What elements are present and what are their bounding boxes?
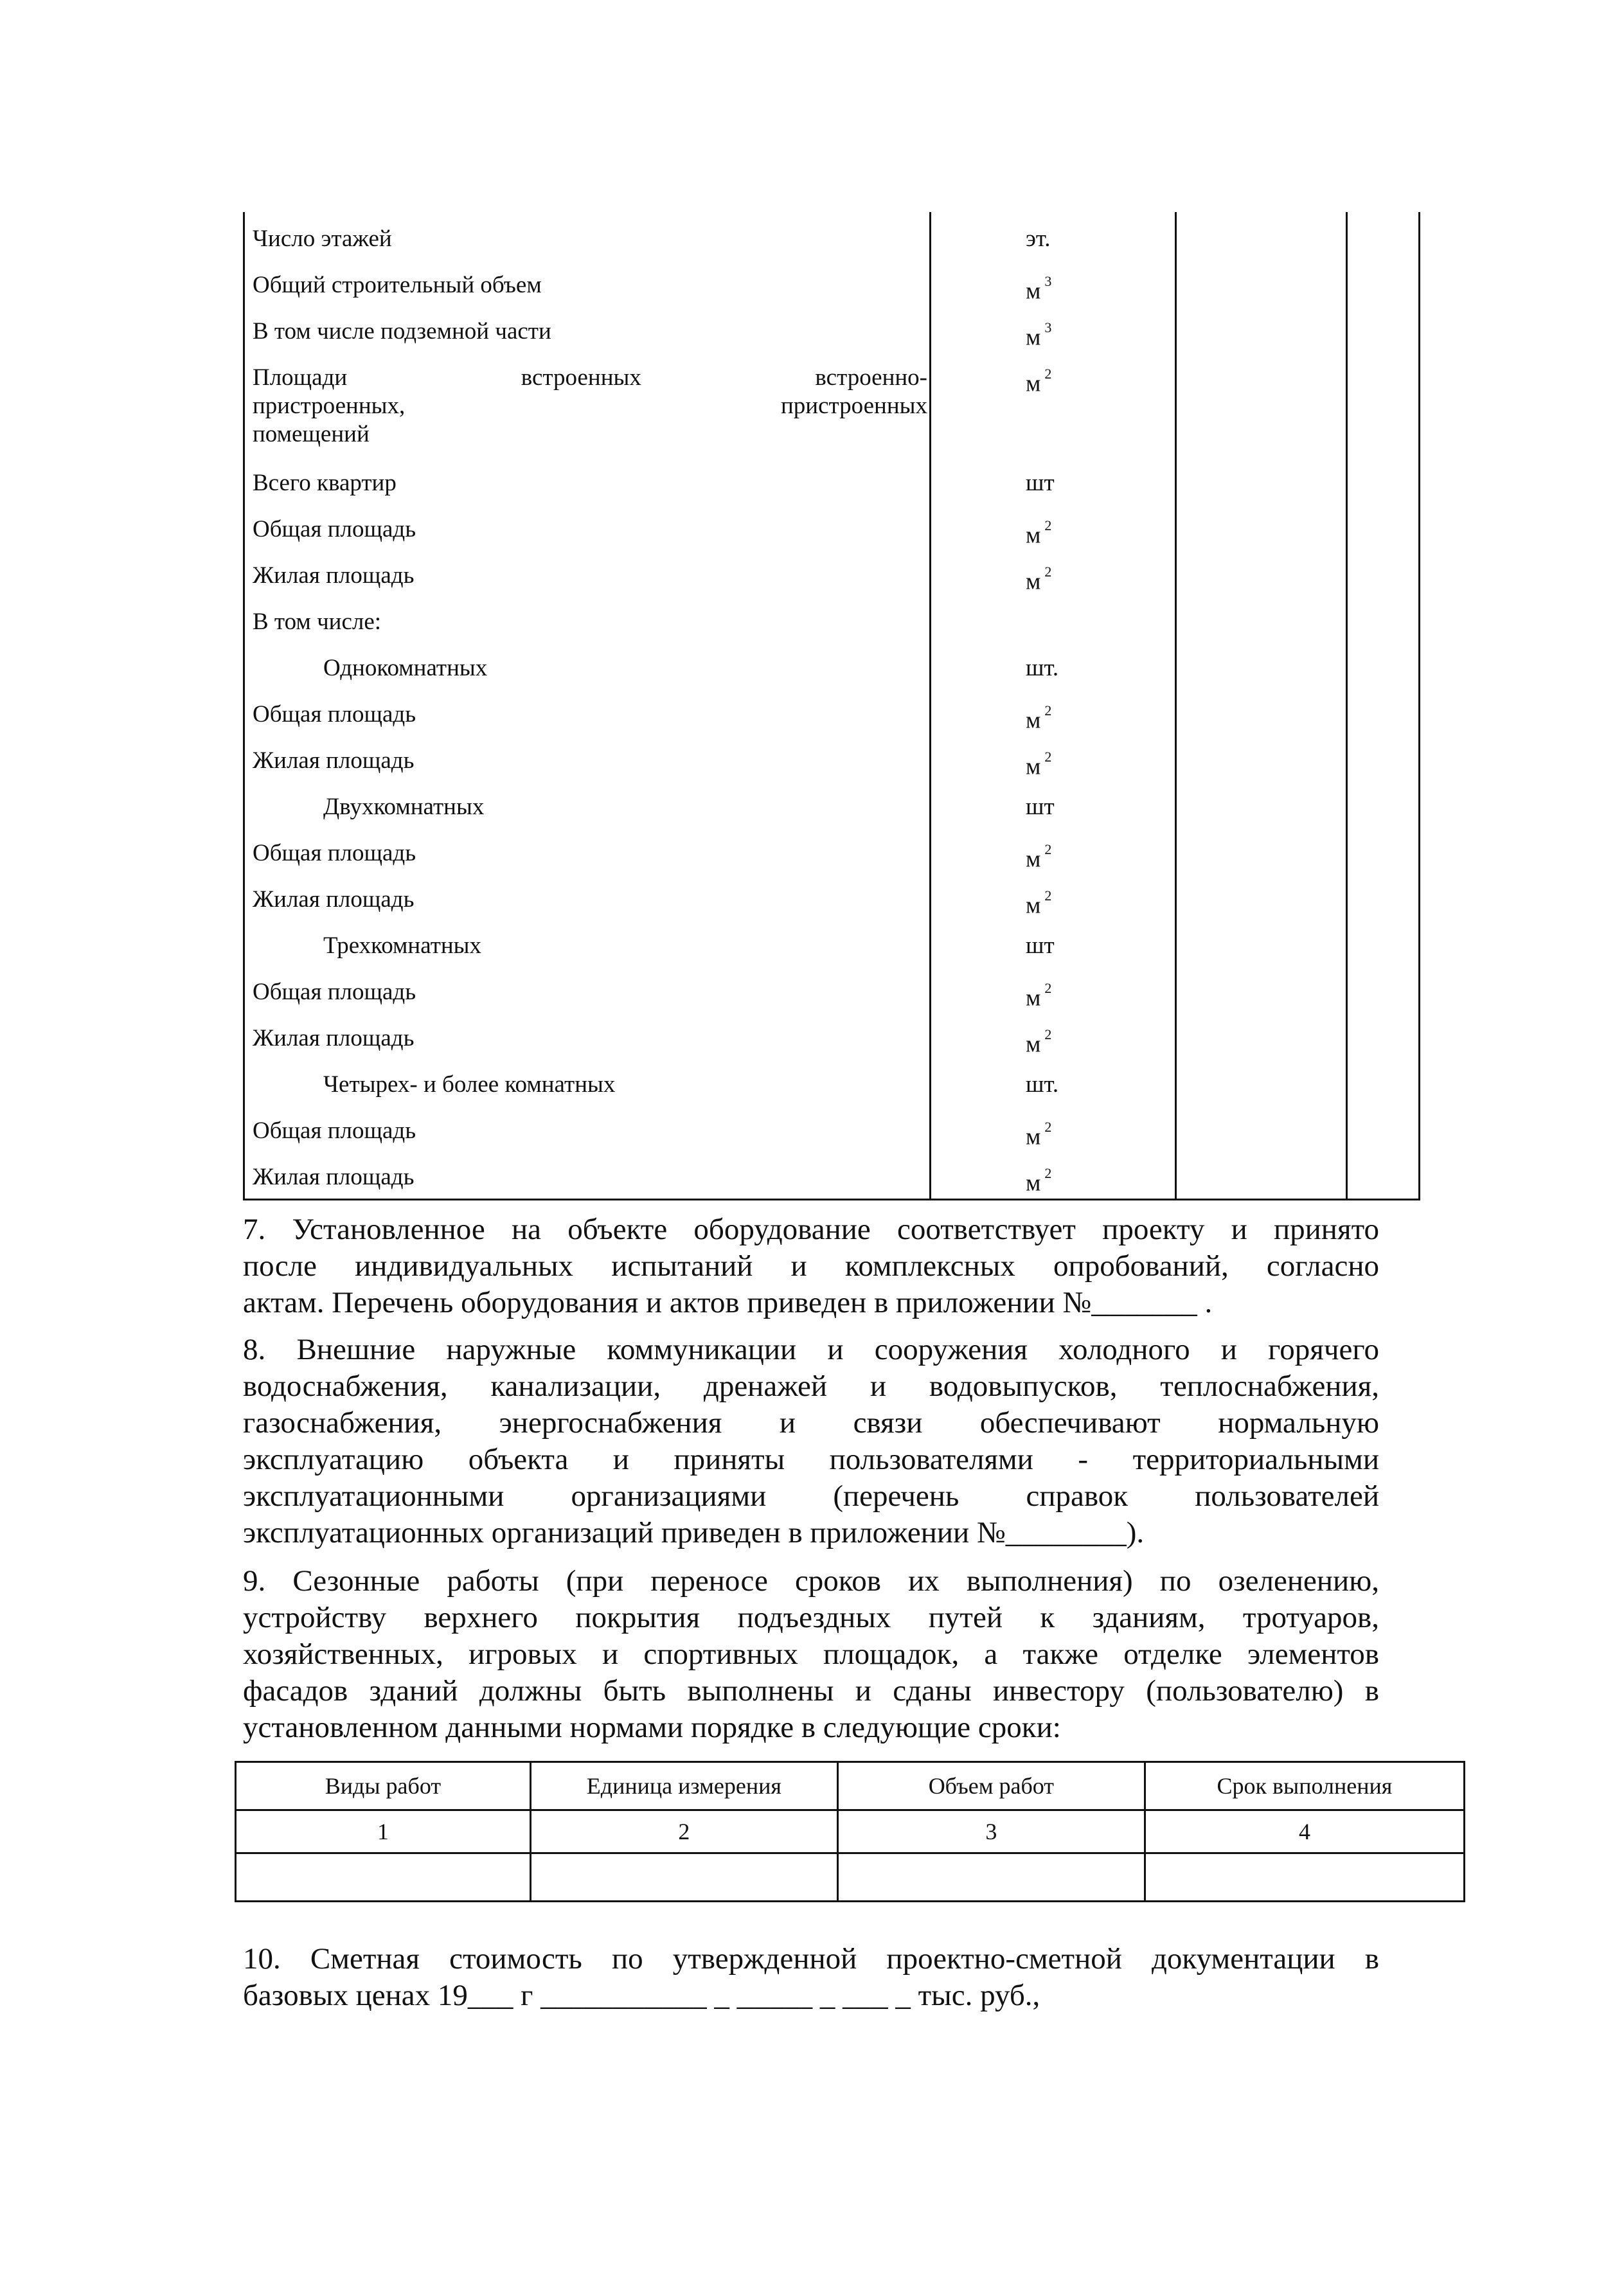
- indicator-unit: м $^3$: [1026, 319, 1052, 351]
- indicator-unit: м $^2$: [1026, 841, 1052, 873]
- indicator-label: Общая площадь: [253, 979, 416, 1005]
- paragraph-line: эксплуатацию объекта и приняты пользователями - территориальными: [243, 1443, 1379, 1476]
- indicator-label: Общая площадь: [253, 516, 416, 542]
- indicator-unit: м $^3$: [1026, 273, 1052, 305]
- indicator-unit: м $^2$: [1026, 888, 1052, 919]
- indicator-label: Всего квартир: [253, 470, 397, 496]
- indicator-unit: шт.: [1026, 1071, 1059, 1098]
- table-number-row: [236, 1810, 1465, 1853]
- indicator-unit: шт.: [1026, 655, 1059, 681]
- paragraph-line: 7. Установленное на объекте оборудование соответствует проекту и принято: [243, 1213, 1379, 1246]
- indicator-label: Четырех- и более комнатных: [323, 1071, 616, 1098]
- empty-cell: [837, 1853, 1145, 1902]
- empty-cell: [236, 1853, 531, 1902]
- indicator-unit: шт: [1026, 932, 1055, 959]
- indicator-unit: шт: [1026, 470, 1055, 496]
- indicator-unit: эт.: [1026, 226, 1051, 252]
- paragraph-7: [243, 1211, 1379, 1321]
- table-border-bottom: [243, 1199, 1420, 1200]
- indicator-label: Трехкомнатных: [323, 932, 482, 959]
- indicator-label: Общая площадь: [253, 1118, 416, 1144]
- paragraph-line: газоснабжения, энергоснабжения и связи обеспечивают нормальную: [243, 1406, 1379, 1440]
- indicator-label: Число этажей: [253, 226, 392, 252]
- indicator-unit: м $^2$: [1026, 980, 1052, 1012]
- number-cell: 3: [837, 1810, 1145, 1853]
- number-cell: 4: [1145, 1810, 1464, 1853]
- indicator-label: Однокомнатных: [323, 655, 488, 681]
- indicators-table: [243, 212, 1420, 1200]
- paragraph-line: устройству верхнего покрытия подъездных путей к зданиям, тротуаров,: [243, 1601, 1379, 1634]
- header-cell: Срок выполнения: [1145, 1762, 1464, 1810]
- indicator-label: Жилая площадь: [253, 562, 415, 589]
- empty-cell: [530, 1853, 837, 1902]
- paragraph-10: [243, 1941, 1379, 2014]
- indicator-label: В том числе подземной части: [253, 318, 551, 344]
- paragraph-line: базовых ценах 19___ г ___________ _ _____ _ ___ _ тыс. руб.,: [243, 1979, 1040, 2012]
- indicator-label: Жилая площадь: [253, 1025, 415, 1051]
- indicator-unit: м $^2$: [1026, 1165, 1052, 1197]
- indicator-unit: м $^2$: [1026, 702, 1052, 734]
- number-cell: 1: [236, 1810, 531, 1853]
- indicator-unit: м $^2$: [1026, 749, 1052, 780]
- label-line-1: Площади встроенных встроенно-: [253, 364, 927, 391]
- paragraph-line: установленном данными нормами порядке в следующие сроки:: [243, 1711, 1061, 1744]
- indicator-label: Двухкомнатных: [323, 794, 485, 820]
- header-cell: Объем работ: [837, 1762, 1145, 1810]
- table-header-row: [236, 1762, 1465, 1810]
- table-divider-value2: [1346, 212, 1348, 1200]
- indicator-label: Общая площадь: [253, 840, 416, 866]
- indicator-label: Общий строительный объем: [253, 272, 542, 298]
- indicator-unit: м $^2$: [1026, 1119, 1052, 1150]
- paragraph-line: фасадов зданий должны быть выполнены и сданы инвестору (пользователю) в: [243, 1674, 1379, 1708]
- table-divider-value1: [1175, 212, 1177, 1200]
- indicator-label: Жилая площадь: [253, 1164, 415, 1190]
- indicator-label: В том числе:: [253, 609, 382, 635]
- paragraph-line: 9. Сезонные работы (при переносе сроков их выполнения) по озеленению,: [243, 1564, 1379, 1598]
- header-cell: Виды работ: [236, 1762, 531, 1810]
- indicator-label-multiline: [253, 364, 927, 449]
- label-line-3: помещений: [253, 421, 370, 447]
- label-line-2: пристроенных, пристроенных: [253, 393, 927, 419]
- number-cell: 2: [530, 1810, 837, 1853]
- indicator-unit: м $^2$: [1026, 517, 1052, 549]
- table-empty-row: [236, 1853, 1465, 1902]
- paragraph-line: водоснабжения, канализации, дренажей и водовыпусков, теплоснабжения,: [243, 1369, 1379, 1403]
- indicator-label: Жилая площадь: [253, 747, 415, 774]
- paragraph-line: эксплуатационными организациями (перечень справок пользователей: [243, 1479, 1379, 1513]
- indicator-unit: м $^2$: [1026, 1026, 1052, 1058]
- paragraph-line: 8. Внешние наружные коммуникации и сооружения холодного и горячего: [243, 1333, 1379, 1366]
- table-border-left: [243, 212, 245, 1200]
- indicator-unit: м $^2$: [1026, 564, 1052, 595]
- empty-cell: [1145, 1853, 1464, 1902]
- indicator-label: Общая площадь: [253, 701, 416, 727]
- indicator-unit: шт: [1026, 794, 1055, 820]
- paragraph-line: эксплуатационных организаций приведен в приложении №________).: [243, 1516, 1145, 1549]
- paragraph-line: после индивидуальных испытаний и комплексных опробований, согласно: [243, 1249, 1379, 1283]
- paragraph-9: [243, 1563, 1379, 1746]
- indicator-label: Жилая площадь: [253, 886, 415, 913]
- works-table: [235, 1761, 1465, 1902]
- paragraph-line: актам. Перечень оборудования и актов приведен в приложении №_______ .: [243, 1286, 1213, 1319]
- indicator-unit: м $^2$: [1026, 366, 1052, 397]
- paragraph-line: 10. Сметная стоимость по утвержденной проектно-сметной документации в: [243, 1942, 1379, 1976]
- paragraph-8: [243, 1332, 1379, 1551]
- header-cell: Единица измерения: [530, 1762, 837, 1810]
- paragraph-line: хозяйственных, игровых и спортивных площадок, а также отделке элементов: [243, 1637, 1379, 1671]
- table-border-right: [1418, 212, 1420, 1200]
